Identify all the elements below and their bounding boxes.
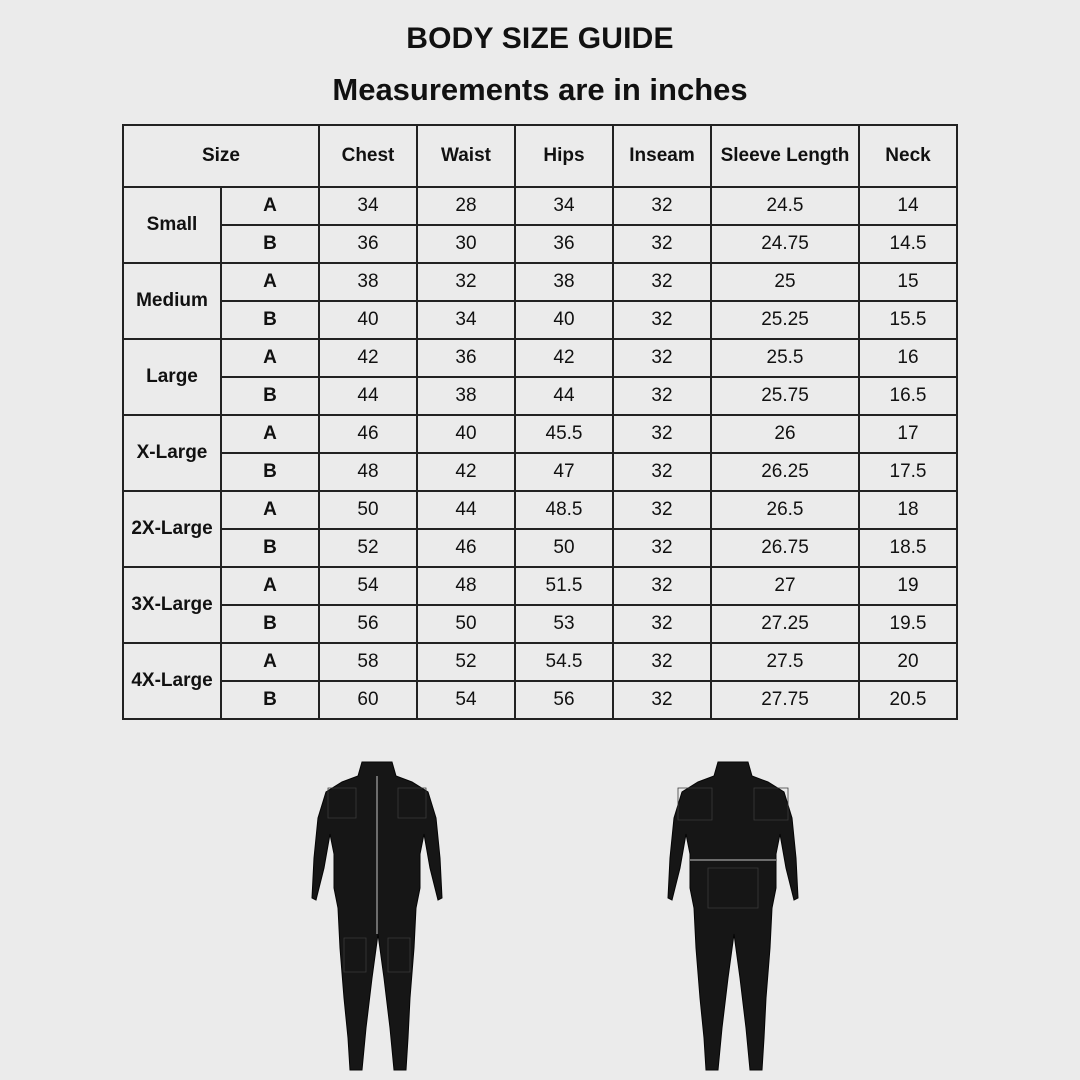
size-name-cell: Large bbox=[123, 339, 221, 415]
hips-cell: 51.5 bbox=[515, 567, 613, 605]
hips-cell: 36 bbox=[515, 225, 613, 263]
table-row bbox=[123, 643, 957, 681]
sleeve-cell: 26.75 bbox=[711, 529, 859, 567]
variant-cell: A bbox=[221, 263, 319, 301]
size-name-cell: 4X-Large bbox=[123, 643, 221, 719]
hips-cell: 50 bbox=[515, 529, 613, 567]
hips-cell: 34 bbox=[515, 187, 613, 225]
page-subtitle: Measurements are in inches bbox=[332, 72, 748, 107]
waist-cell: 28 bbox=[417, 187, 515, 225]
hips-cell: 38 bbox=[515, 263, 613, 301]
waist-cell: 52 bbox=[417, 643, 515, 681]
sleeve-cell: 25.75 bbox=[711, 377, 859, 415]
inseam-cell: 32 bbox=[613, 681, 711, 719]
chest-cell: 38 bbox=[319, 263, 417, 301]
table-row bbox=[123, 339, 957, 377]
waist-cell: 46 bbox=[417, 529, 515, 567]
sleeve-cell: 26.25 bbox=[711, 453, 859, 491]
neck-cell: 18.5 bbox=[859, 529, 957, 567]
chest-cell: 36 bbox=[319, 225, 417, 263]
table-row bbox=[123, 529, 957, 567]
hips-cell: 47 bbox=[515, 453, 613, 491]
sleeve-cell: 24.75 bbox=[711, 225, 859, 263]
neck-cell: 15 bbox=[859, 263, 957, 301]
waist-cell: 40 bbox=[417, 415, 515, 453]
inseam-cell: 32 bbox=[613, 491, 711, 529]
waist-cell: 30 bbox=[417, 225, 515, 263]
size-name-cell: Small bbox=[123, 187, 221, 263]
chest-cell: 48 bbox=[319, 453, 417, 491]
chest-cell: 34 bbox=[319, 187, 417, 225]
variant-cell: A bbox=[221, 339, 319, 377]
hips-cell: 45.5 bbox=[515, 415, 613, 453]
neck-cell: 15.5 bbox=[859, 301, 957, 339]
waist-cell: 50 bbox=[417, 605, 515, 643]
waist-cell: 34 bbox=[417, 301, 515, 339]
hips-cell: 53 bbox=[515, 605, 613, 643]
hips-cell: 42 bbox=[515, 339, 613, 377]
neck-cell: 19 bbox=[859, 567, 957, 605]
variant-cell: A bbox=[221, 187, 319, 225]
waist-cell: 54 bbox=[417, 681, 515, 719]
waist-cell: 48 bbox=[417, 567, 515, 605]
table-row bbox=[123, 491, 957, 529]
chest-cell: 58 bbox=[319, 643, 417, 681]
size-name-cell: Medium bbox=[123, 263, 221, 339]
table-row bbox=[123, 567, 957, 605]
variant-cell: B bbox=[221, 301, 319, 339]
chest-cell: 54 bbox=[319, 567, 417, 605]
table-row bbox=[123, 377, 957, 415]
sleeve-cell: 26.5 bbox=[711, 491, 859, 529]
sleeve-cell: 27.25 bbox=[711, 605, 859, 643]
variant-cell: A bbox=[221, 415, 319, 453]
variant-cell: A bbox=[221, 643, 319, 681]
table-row bbox=[123, 681, 957, 719]
chest-cell: 60 bbox=[319, 681, 417, 719]
neck-cell: 17 bbox=[859, 415, 957, 453]
size-table bbox=[122, 124, 958, 720]
neck-cell: 16 bbox=[859, 339, 957, 377]
header-waist: Waist bbox=[417, 125, 515, 187]
hips-cell: 56 bbox=[515, 681, 613, 719]
page-title: BODY SIZE GUIDE bbox=[406, 22, 674, 55]
size-name-cell: 3X-Large bbox=[123, 567, 221, 643]
inseam-cell: 32 bbox=[613, 339, 711, 377]
table-row bbox=[123, 225, 957, 263]
table-header-row bbox=[123, 125, 957, 187]
inseam-cell: 32 bbox=[613, 415, 711, 453]
table-row bbox=[123, 415, 957, 453]
variant-cell: B bbox=[221, 681, 319, 719]
neck-cell: 20.5 bbox=[859, 681, 957, 719]
neck-cell: 17.5 bbox=[859, 453, 957, 491]
header-hips: Hips bbox=[515, 125, 613, 187]
waist-cell: 32 bbox=[417, 263, 515, 301]
chest-cell: 52 bbox=[319, 529, 417, 567]
sleeve-cell: 27.5 bbox=[711, 643, 859, 681]
inseam-cell: 32 bbox=[613, 377, 711, 415]
table-row bbox=[123, 605, 957, 643]
sleeve-cell: 25.5 bbox=[711, 339, 859, 377]
variant-cell: B bbox=[221, 529, 319, 567]
table-row bbox=[123, 263, 957, 301]
chest-cell: 56 bbox=[319, 605, 417, 643]
inseam-cell: 32 bbox=[613, 301, 711, 339]
suit-front-image bbox=[292, 758, 462, 1078]
inseam-cell: 32 bbox=[613, 453, 711, 491]
neck-cell: 14.5 bbox=[859, 225, 957, 263]
table-row bbox=[123, 301, 957, 339]
inseam-cell: 32 bbox=[613, 605, 711, 643]
hips-cell: 48.5 bbox=[515, 491, 613, 529]
hips-cell: 44 bbox=[515, 377, 613, 415]
chest-cell: 42 bbox=[319, 339, 417, 377]
hips-cell: 40 bbox=[515, 301, 613, 339]
chest-cell: 44 bbox=[319, 377, 417, 415]
variant-cell: A bbox=[221, 491, 319, 529]
neck-cell: 18 bbox=[859, 491, 957, 529]
inseam-cell: 32 bbox=[613, 225, 711, 263]
header-sleeve-length: Sleeve Length bbox=[711, 125, 859, 187]
inseam-cell: 32 bbox=[613, 187, 711, 225]
header-chest: Chest bbox=[319, 125, 417, 187]
inseam-cell: 32 bbox=[613, 263, 711, 301]
sleeve-cell: 27.75 bbox=[711, 681, 859, 719]
variant-cell: B bbox=[221, 605, 319, 643]
sleeve-cell: 24.5 bbox=[711, 187, 859, 225]
inseam-cell: 32 bbox=[613, 567, 711, 605]
suit-back-image bbox=[648, 758, 818, 1078]
table-row bbox=[123, 453, 957, 491]
inseam-cell: 32 bbox=[613, 529, 711, 567]
neck-cell: 19.5 bbox=[859, 605, 957, 643]
sleeve-cell: 25 bbox=[711, 263, 859, 301]
waist-cell: 36 bbox=[417, 339, 515, 377]
table-row bbox=[123, 187, 957, 225]
variant-cell: B bbox=[221, 225, 319, 263]
size-name-cell: 2X-Large bbox=[123, 491, 221, 567]
sleeve-cell: 27 bbox=[711, 567, 859, 605]
chest-cell: 40 bbox=[319, 301, 417, 339]
size-name-cell: X-Large bbox=[123, 415, 221, 491]
neck-cell: 16.5 bbox=[859, 377, 957, 415]
waist-cell: 44 bbox=[417, 491, 515, 529]
neck-cell: 14 bbox=[859, 187, 957, 225]
waist-cell: 42 bbox=[417, 453, 515, 491]
hips-cell: 54.5 bbox=[515, 643, 613, 681]
inseam-cell: 32 bbox=[613, 643, 711, 681]
header-inseam: Inseam bbox=[613, 125, 711, 187]
variant-cell: B bbox=[221, 377, 319, 415]
chest-cell: 46 bbox=[319, 415, 417, 453]
waist-cell: 38 bbox=[417, 377, 515, 415]
header-neck: Neck bbox=[859, 125, 957, 187]
variant-cell: A bbox=[221, 567, 319, 605]
sleeve-cell: 26 bbox=[711, 415, 859, 453]
chest-cell: 50 bbox=[319, 491, 417, 529]
variant-cell: B bbox=[221, 453, 319, 491]
header-size: Size bbox=[123, 125, 319, 187]
neck-cell: 20 bbox=[859, 643, 957, 681]
sleeve-cell: 25.25 bbox=[711, 301, 859, 339]
